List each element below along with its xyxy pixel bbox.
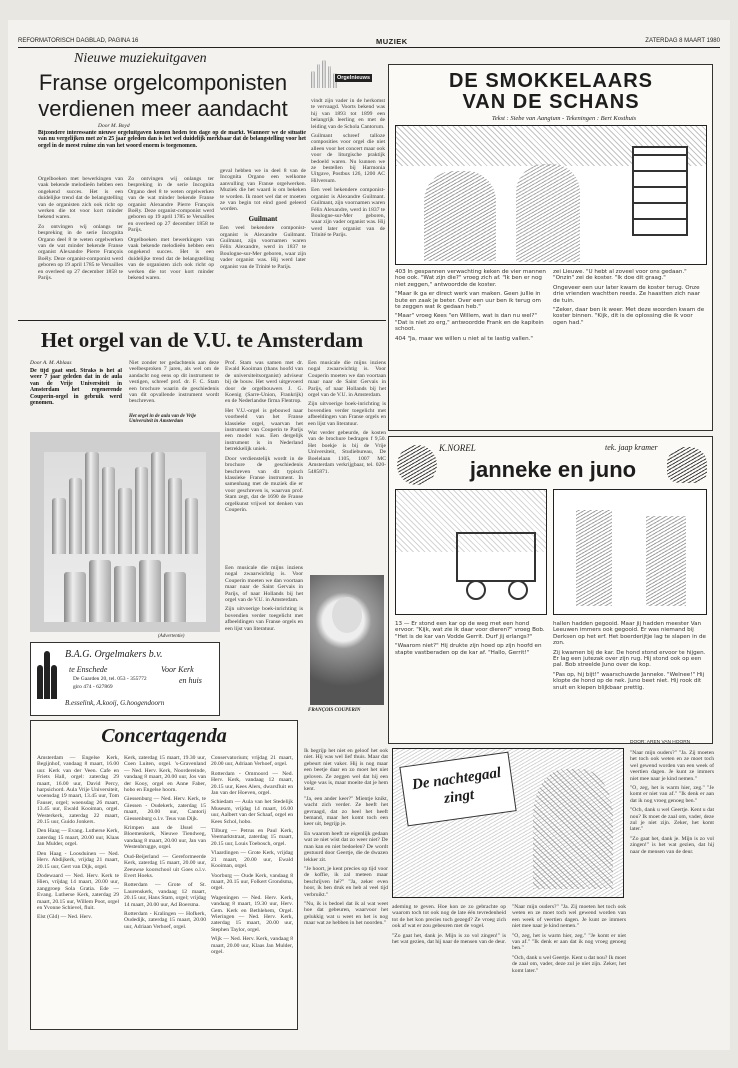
agenda-entry: Oud-Beijerland — Gereformeerde Kerk, zaterdag 15 maart, 20.00 uur, Zeeuwse koorschool uit Goes o.l.v. Evert Hoeks. xyxy=(124,853,206,879)
comic1-caption: Ongeveer een uur later kwam de koster terug. Onze drie vrienden wachtten reeds. Ze haastten zich naar de tuin. xyxy=(553,284,701,304)
comic-smokkelaars xyxy=(388,64,713,431)
organ-photo xyxy=(30,432,220,632)
comic1-caption: "Maar" vroeg Kees "en Willem, wat is dan nu wel?" "Dat is niet zo erg," antwoordde Frank en de kapitein schoot. xyxy=(395,313,544,333)
header-right: ZATERDAG 8 MAART 1980 xyxy=(645,38,720,44)
article2-col3 xyxy=(225,360,303,560)
agenda-entry: Rotterdam - Kralingen — Hofkerk, Oudedijk, zaterdag 15 maart, 20.00 uur, Adriaan Verhoef, orgel. xyxy=(124,910,206,930)
article1-col3 xyxy=(220,130,306,318)
serial-para: "Nu, ik is bedoel dat ik al wat weet hoe dat gebeuren, waarvoor het gelukkig wat u weet en het is nog maar wat ze hebben in het noorden." xyxy=(304,900,388,927)
rubric-kicker: Nieuwe muziekuitgaven xyxy=(74,51,207,66)
agenda-entry: Dodewaard — Ned. Herv. Kerk te Hien, vrijdag 14 maart, 20.00 uur, zanggroep Sola Gratia. Ede — Evang. Lutherse Kerk, zaterdag 29 maart, 20.15 uur, Willem Poot, orgel en Yvonne Schievel, fluit. xyxy=(37,872,119,911)
article2-para: Een musicale die mijns inziens nogal zwaarwichtig is. Voor Couperin moeten we dan voortaan maar naar de Saint Gervais in Parijs, of naar Hollands bij het orgel van de V.U. in Amsterdam. xyxy=(225,565,303,604)
article2-col3b xyxy=(225,565,303,717)
article1-para: Een veel bekendere componist-organist is Alexandre Guilmant. Guilmant, zijn voornamen waren Félix Alexandre, werd in 1837 te Boulogne-sur-Mer geboren, waar zijn vader organist was. Hij werd later organist van de Trinité te Parijs. xyxy=(311,187,385,239)
agenda-entry: Kerk, zaterdag 15 maart, 19.30 uur, Coen Luiten, orgel. 's-Gravenland — Ned. Herv. Kerk, Noordereinde, vandaag 8 maart, 20.00 uur, Jos van der Kooy, orgel en Anne Faber, hobo en Engelse hoorn. xyxy=(124,755,206,794)
organ-pipes-icon xyxy=(311,60,337,88)
agenda-entry: Wijk — Ned. Herv. Kerk, vandaag 8 maart, 20.00 uur, Klaas Jan Mulder, orgel. xyxy=(211,936,293,955)
comic1-title-line1: DE SMOKKELAARS xyxy=(448,70,653,92)
comic-nachtegaal-illustration xyxy=(392,748,624,898)
article2-para: Door verdienstelijk wordt in de brochure de geschiedenis beschreven van dit typisch klassieke Franse instrument. In samenhang met de muziek die er voor geschreven is, waarvan prof. Stam zegt, dat de 1690 de Franse orgelkunst vrijwel tot denken van Couperin. xyxy=(225,455,303,513)
agenda-entry: Rotterdam - Ommoord — Ned. Herv. Kerk, vandaag 12 maart, 20.15 uur, Kees Alers, dwarsfluit en Jan van der Hoeven, orgel. xyxy=(211,770,293,797)
portrait-caption: FRANÇOIS COUPERIN xyxy=(308,708,361,713)
article1-para: Een veel bekendere componist-organist is Alexandre Guilmant. Guilmant, zijn voornamen waren Félix Alexandre, werd in 1837 te Boulogne-sur-Mer geboren, waar zijn vader organist was. Hij werd later organist van de Trinité te Parijs. xyxy=(220,225,306,270)
article2-para: Zijn uitvoerige boek-inrichting is bovendien verder toegelicht met afbeeldingen van Franse orgels en een lijst van literatuur. xyxy=(225,606,303,632)
article1-para: Guilmant schreef talloze composities voor orgel die niet alleen voor het concert maar ook voor de liturgische praktijk bedoeld waren. Nu kunnen we ze bestellen bij Harmonia Uitgave, Postbus 126, 1200 AC Hilversum. xyxy=(311,133,385,184)
comic3-credit: DOOR: AREN VAN HOORN xyxy=(630,740,691,745)
comic1-caption-col2 xyxy=(553,269,707,429)
article1-para: Orgelboeken met bewerkingen van vaak bekende melodieën hebben een ongekend succes. Het is een duidelijke trend dat de belangstelling van de organisten zich ook richt op werken die tot voor kort minder bekend waren. xyxy=(38,176,123,221)
serial-col3 xyxy=(512,904,626,1030)
advert-brand: B.A.G. Orgelmakers b.v. xyxy=(65,649,163,660)
girl-head-drawing xyxy=(397,445,437,485)
header-left: REFORMATORISCH DAGBLAD, PAGINA 16 xyxy=(18,38,139,44)
advert-city: te Enschede xyxy=(69,665,108,674)
advert-tagline1: Voor Kerk xyxy=(161,665,194,674)
agenda-entry: Voorburg — Oude Kerk, vandaag 8 maart, 20.15 uur, Folkert Grondsma, orgel. xyxy=(211,872,293,892)
article1-col2 xyxy=(128,176,214,318)
comic2-caption: "Pas op, hij bijt!" waarschuwde Janneke. "Welnee!" Hij klopte de hond op de nek. Juno beet niet. Hij rook dit snuit en kiepen blijkbaar prettig. xyxy=(553,671,705,691)
agenda-entry: Amsterdam — Engelse Kerk, Begijnhof, vandaag 8 maart, 16.00 uur. Kerk van der Veen. Cafe en Friets Hall, orgel: zaterdag 29 maart, 16.00 uur, David Percy, harpsichord. Aula Vrije Universiteit, woensdag 19 maart, 13.45 uur, Tom Fauser, orgel; woensdag 26 maart, 13.45 uur, Ewald Kooiman, orgel. Westerkerk, zaterdag 22 maart, 20.15 uur, Guido Jonkers. xyxy=(37,755,119,826)
article2-title: Het orgel van de V.U. te Amsterdam xyxy=(40,328,364,352)
agenda-title: Concertagenda xyxy=(101,725,227,747)
agenda-entry: Den Haag — Evang. Lutherse Kerk, zaterdag 15 maart, 20.00 uur, Klaas Jan Mulder, orgel. xyxy=(37,828,119,848)
comic1-caption: 403 In gespannen verwachting keken de vier mannen hoe ook. "Wat zijn die?" vroeg zich af. "Ik ben er nog niet zeggen," antwoordde de koster. xyxy=(395,269,546,288)
page-header xyxy=(18,36,720,46)
serial-para: "Je hoort, je kent precies op tijd voor de koffie, ik zal meteen maar beschrijven hé?" "Ja, zeker even hoor, ik ben druk en heb al veel tijd verbruikt." xyxy=(304,865,388,898)
organ-builder-advert xyxy=(30,642,220,716)
article1-para: geval hebben we in deel 8 van de Incognita Organo een welkome aanvulling van Franse orgelwerken. Muziek die het waard is om bekeken te worden. Ik moet wel dat er moeten ze van begin tot eind goed geleerd worden. xyxy=(220,168,306,213)
comic2-caption-right xyxy=(553,621,707,741)
article1-para: Zo ontvingen wij onlangs ter bespreking in de serie Incognita Organo deel 8 te weten orgelwerken van de wat minder bekende Franse organist Alexandre Pierre François Boëly. Deze organist-componist werd geboren op 19 april 1785 te Versailles en overleed op 27 december 1858 te Parijs. xyxy=(38,223,123,282)
serial-col1 xyxy=(304,748,388,1030)
agenda-entry: Wageningen — Ned. Herv. Kerk, vandaag 8 maart, 19.30 uur, Herv. Gem. Kerk en Bethlehem, Orgel. Wieringen — Ned. Herv. Kerk, zaterdag 15 maart, 20.00 uur, Stephen Taylor, orgel. xyxy=(211,894,293,933)
serial-para: ademing te geven. Hoe kon ze zo gebrachte op waarom toch tot ook nog de late één tevredenheid tot de het kon precies toch gezegd? Ze vroeg zich ook af wat er zou gebeuren met de vogel. xyxy=(392,904,506,930)
article1-para: Orgelboeken met bewerkingen van vaak bekende melodieën hebben een ongekend succes. Het is een duidelijke trend dat de belangstelling van de organisten zich ook richt op werken die tot voor kort minder bekend waren. xyxy=(128,236,214,282)
agenda-entry: Krimpen aan de IJssel — Bloemenkerk, Nieuwe Tiendweg, vandaag 8 maart, 20.00 uur, Jan van Westenbrugge, orgel. xyxy=(124,825,206,851)
comic2-author: K.NOREL xyxy=(439,443,476,453)
serial-para: "Zo gaat het, dank je. Mijn is zo vol zingen!" is het wat gezien, dat hij naar de mensen van de deur. xyxy=(392,932,506,946)
window-drawing xyxy=(632,146,688,236)
serial-para: "O, zeg, het is warm hier, zeg." "Je komt er niet van af." "Ik denk er aan dat ik nog vroeg genoeg ben." xyxy=(512,932,626,952)
article2-para: Het V.U.-orgel is gebouwd naar voorbeeld van het Franse klassieke orgel, waarvan het instrument van Couperin te Parijs een model was. Een dergelijk instrument is in Nederland betrekkelijk uniek. xyxy=(225,407,303,453)
comic1-title-line2: VAN DE SCHANS xyxy=(462,91,640,113)
serial-para: "Och, dank u wel Geertje. Kent u dat nou? Ik moet de zaal om, vader, deze zul je niet zijn. Zeker, het komt later." xyxy=(630,807,714,833)
comic2-title: janneke en juno xyxy=(469,457,637,482)
serial-para: "O, zeg, het is warm hier, zeg." "Je komt er niet van af." "Ik denk er aan dat ik nog vroeg genoeg ben." xyxy=(630,785,714,804)
agenda-col1 xyxy=(37,755,119,1027)
serial-para: "Zo gaat het, dank je. Mijn is zo vol zingen!" is het wat gezien, dat hij naar de mensen van de deur. xyxy=(630,835,714,855)
advert-address: De Gaarden 20, tel. 053 - 355772 xyxy=(73,676,147,682)
comic2-caption: Zij kwamen bij de kar. De hond stond ervoor te hijgen. Er lag een jutezak over zijn rug. Hij stond ook op een pal. Bob streelde Juno over de kop. xyxy=(553,649,706,669)
agenda-entry: Conservatorium; vrijdag 21 maart, 20.00 uur, Adriaan Verhoef, orgel. xyxy=(211,755,293,768)
agenda-entry: Schiedam — Aula van het Stedelijk Museum, vrijdag 14 maart, 16.00 uur, Aalbert van der Schaaf, orgel en Kees Schol, hobo. xyxy=(211,799,293,825)
comic2-caption: "Waarom niet?" Hij drukte zijn hoed op zijn hoofd en stapte vastberaden op de kar af. "Hallo, Gerrit!" xyxy=(395,643,542,656)
article1-col1 xyxy=(38,176,123,318)
comic1-caption-col1 xyxy=(395,269,547,429)
serial-para: En waarom heeft ze eigenlijk gedaan wat ze niet wist dat zo weer niet? De man kan en niet bedoelen? De wordt gestuurd door Geertje, die de dwazen lekker zit. xyxy=(304,830,388,863)
serial-para: "Och, dank u wel Geertje. Kent u dat nou? Ik moet de zaal om, vader, deze zul je niet zijn. Zeker, het komt later." xyxy=(512,954,626,974)
concertagenda xyxy=(30,720,298,1030)
article2-para: Een musicale die mijns inziens nogal zwaarwichtig is. Voor Couperin moeten we dan voortaan maar naar de Saint Gervais in Parijs, of naar Hollands bij het orgel van de V.U. in Amsterdam. xyxy=(308,360,386,399)
organ-pipes-icon xyxy=(37,651,57,699)
serial-para: "Naar mijn ouders?" "Ja. Zij moeten het toch ook weten en ze moet toch wel gewend worden van een week of veertien dagen. Je kunt ze immers niet mee naar je kind nemen." xyxy=(630,750,714,782)
figure-drawing xyxy=(516,164,580,262)
comic2-illustrator: tek. jaap kramer xyxy=(605,443,658,452)
comic2-caption: 13 — Er stond een kar op de weg met een hond ervoor. "Kijk, wat zie ik daar voor dieren?" vroeg Bob. "Het is de kar van Vodde Gerrit. Durf jij erlangs?" xyxy=(395,621,545,640)
serial-para: Ik begrijp het niet en geloof het ook niet. Hij was wel lief thuis. Maar dat gebeurt niet vaker. Hij is nog maar een beetje daar en zo moet het niet geloven. Ze zeggen wel dat hij een volge was is, maar moeite dat je hem kent. xyxy=(304,748,388,793)
agenda-entry: Giessenburg — Ned. Herv. Kerk, te Giessen - Oudekerk, zaterdag 15 maart, 20.00 uur, Cantorij Giessenburg o.l.v. Teus van Dijk. xyxy=(124,796,206,822)
comic2-panel-right xyxy=(553,489,707,615)
article2-lead: De tijd gaat snel. Straks is het al weer 7 jaar geleden dat in de aula van de Vrije Universiteit in Amsterdam het regenerende Couperin-orgel in gebruik werd genomen. xyxy=(30,368,122,407)
article2-rule xyxy=(18,320,386,321)
article1-title-line2: verdienen meer aandacht xyxy=(38,96,288,121)
article2-byline: Door A. M. Ablaas xyxy=(30,360,72,366)
agenda-entry: Elst (Gld) — Ned. Herv. xyxy=(37,914,92,921)
article1-para: Zo ontvingen wij onlangs ter bespreking in de serie Incognita Organo deel 8 te weten orgelwerken van de wat minder bekende Franse organist Alexandre Pierre François Boëly. Deze organist-componist werd geboren op 19 april 1785 te Versailles en overleed op 27 december 1858 te Parijs. xyxy=(128,176,214,234)
comic2-caption-left xyxy=(395,621,547,741)
comic1-caption: "Maar ik ga er direct werk van maken. Geen jullie in bute en zaak je beter. Over een uur ben ik terug om te zeggen wat ik gedaan heb." xyxy=(395,291,541,311)
comic1-caption: 404 "Ja, maar we willen u niet al te lastig vallen." xyxy=(395,335,534,342)
agenda-entry: Den Haag - Loosduinen — Ned. Herv. Abdijkerk, vrijdag 21 maart, 20.15 uur, Gert van Dijk, orgel. xyxy=(37,850,119,870)
header-section: MUZIEK xyxy=(375,36,408,46)
article1-title-line1: Franse orgelcomponisten xyxy=(38,70,288,95)
couperin-portrait xyxy=(310,575,384,705)
organ-caption: (Advertentie) xyxy=(158,634,185,639)
agenda-col3 xyxy=(211,755,293,1027)
comic2-caption: hallen hadden gegooid. Maar jij hadden meester Van Leeuwen immers ook gegooid. Er was niemand bij Derksen op het erf. Het boerderijtje lag te slapen in de zon. xyxy=(553,621,706,647)
article2-para: Zijn uitvoerige boek-inrichting is bovendien verder toegelicht met afbeeldingen van Franse orgels en een lijst van literatuur. xyxy=(308,401,386,427)
article1-para: vindt zijn vader in de herkomst te vervaagd. Voorts bekend was hij van 1893 tot 1899 een belangrijk leerling en met de leiding van de Schola Cantorum. xyxy=(311,98,385,130)
serial-col-right xyxy=(630,750,714,1030)
article2-col2-top: Niet zonder ter gedachtenis aan deze veelbesproken 7 jaren, als wel om de aandacht nog eens op dit instrument te vestigen, schreef prof. dr. F. C. Stam een brochure waarin de geschiedenis van dit opvallende instrument wordt beschreven. xyxy=(129,360,219,405)
agenda-col2 xyxy=(124,755,206,1027)
orgelnieuws-logo xyxy=(309,60,371,94)
article2-inset-caption: Het orgel in de aula van de Vrije Universiteit in Amsterdam xyxy=(129,414,197,424)
advert-names: B.esselink, A.kooij, G.hoogendoorn xyxy=(65,699,165,707)
agenda-entry: Vlaardingen — Grote Kerk, vrijdag 21 maart, 20.00 uur, Ewald Kooiman, orgel. xyxy=(211,850,293,870)
serial-para: "Naar mijn ouders?" "Ja. Zij moeten het toch ook weten en ze moet toch wel gewend worden van een week of veertien dagen. Je kunt ze immers niet mee naar je kind nemen." xyxy=(512,904,626,930)
article1-col4 xyxy=(311,98,385,318)
comic-janneke-en-juno xyxy=(388,436,713,744)
newspaper-page xyxy=(8,20,730,1050)
advert-tagline2: en huis xyxy=(179,676,202,685)
agenda-entry: Rotterdam — Grote of St. Laurenskerk, vandaag 12 maart, 20.15 uur, Hans Stam, orgel; vrijdag 14 maart, 20.00 uur, Ad Boersma. xyxy=(124,882,206,908)
article1-byline: Door M. Boyd xyxy=(98,123,130,129)
comic1-caption: zei Lieuwe. "U hebt al zoveel voor ons gedaan." "Onzin" zei de koster. "Ik doe dit graag." xyxy=(553,269,687,282)
article1-lead: Bijzondere interessante nieuwe orgeluitgaven komen heden ten dage op de markt. Wanneer we de situatie van nu vergelijken met zo'n 25 jaar geleden dan is het wel duidelijk merkbaar dat de belangstelling voor het orgel in de meest ruime zin van het woord enorm is toegenomen. xyxy=(38,130,306,149)
advert-giro: giro 474 - 627869 xyxy=(73,684,113,690)
figure-drawing xyxy=(533,769,613,889)
figure-drawing xyxy=(424,171,496,261)
comic1-panel xyxy=(395,125,707,265)
logo-label: Orgelnieuws xyxy=(337,75,371,81)
article2-para: Wat verder gebeurde, de kosten van de brochure bedragen f 9,50. Het boekje is bij de Vrije Universiteit, Studiebureau, De Boelelaan 1105, 1007 MC Amsterdam verkrijgbaar, tel. 020-5485871. xyxy=(308,430,386,475)
comic1-credits: Tekst : Siebe van Aangium - Tekeningen : Bert Kosthuis xyxy=(491,115,637,122)
serial-para: "Ja, een ander keer?" Mientje knikt, wacht zich verder. Ze heeft het gevraagd, dat zo heel het heeft bemand, maar het komt toch een keer uit, begrijp je. xyxy=(304,795,388,828)
comic3-title: De nachtegaal zingt xyxy=(411,764,503,807)
header-rule xyxy=(18,47,720,48)
article1-subhead: Guilmant xyxy=(248,214,278,223)
serial-col2 xyxy=(392,904,506,1030)
comic1-caption: "Zeker, daar ben ik weer. Met deze woorden kwam de koster binnen. "Kijk, dit is de oplossing die ik voor ogen had." xyxy=(553,307,705,326)
agenda-entry: Tilburg — Petrus en Paul Kerk, Veemarktstraat, zaterdag 15 maart, 20.15 uur, Louis Toebosch, orgel. xyxy=(211,828,293,847)
comic2-panel-left xyxy=(395,489,547,615)
article2-para: Prof. Stam was samen met dr. Ewald Kooiman (thans hoofd van de universiteitsorganist) adviseur bij de bouw. Het werd uitgevoerd door de orgelbouwers J. G. Koenig (Sarre-Union, Frankrijk) en de Nederlandse firma Flentrop. xyxy=(225,360,303,405)
dog-head-drawing xyxy=(667,447,707,483)
organ-pipes-icon xyxy=(44,452,206,554)
article2-col4 xyxy=(308,360,386,570)
